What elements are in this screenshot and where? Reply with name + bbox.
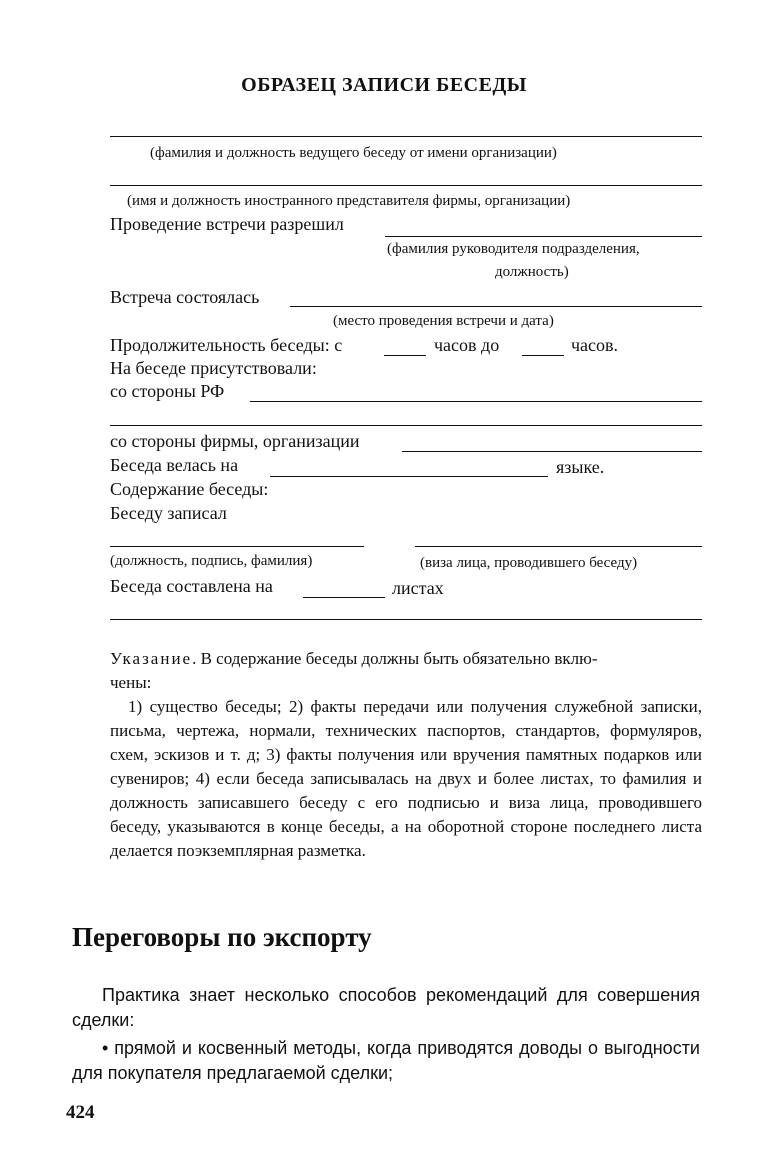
visa-underline <box>415 546 702 547</box>
sheets-label: Беседа составлена на <box>110 576 273 596</box>
note-line1: . В содержание беседы должны быть обязательно вклю- <box>192 649 598 668</box>
section-heading: Переговоры по экспорту <box>72 922 372 952</box>
took-place-label: Встреча состоялась <box>110 287 260 307</box>
rf-side-underline <box>250 401 702 402</box>
host-underline <box>110 136 702 137</box>
language-underline <box>270 476 548 477</box>
place-caption: (место проведения встречи и дата) <box>333 313 554 329</box>
foreign-underline <box>110 185 702 186</box>
rf-side-extra-underline <box>110 425 702 426</box>
sheets-blank <box>303 597 385 598</box>
signature-caption: (должность, подпись, фамилия) <box>110 553 313 569</box>
head-caption-2: должность) <box>495 264 569 280</box>
rf-side-label: со стороны РФ <box>110 381 225 401</box>
section-bullet: • прямой и косвенный методы, когда приводятся доводы о выгодности для покупателя предлагаемой сделки; <box>72 1038 700 1083</box>
content-label: Содержание беседы: <box>110 479 269 499</box>
note-first-line <box>110 649 598 669</box>
head-caption-1: (фамилия руководителя подразделения, <box>387 241 640 257</box>
recorded-label: Беседу записал <box>110 503 227 523</box>
duration-to-blank <box>522 355 564 356</box>
duration-from-blank <box>384 355 426 356</box>
present-label: На беседе присутствовали: <box>110 358 317 378</box>
note-body: 1) существо беседы; 2) факты передачи или получения служебной записки, письма, чертежа, нормали, технических паспортов, стандартов, формуляров, схем, эскизов и т. д; 3) факты получения или вручения памятных подарков или сувениров; 4) если беседа записывалась на двух и более листах, то фамилия и должность записавшего беседу с его подписью и виза лица, проводившего беседу, указываются в конце беседы, а на оборотной стороне последнего листа делается поэкземплярная разметка. <box>110 697 702 860</box>
sheets-suffix: листах <box>392 578 444 598</box>
language-suffix: языке. <box>556 457 605 477</box>
hours-to-label: часов до <box>434 335 500 355</box>
took-place-underline <box>290 306 702 307</box>
host-caption: (фамилия и должность ведущего беседу от имени организации) <box>150 145 557 161</box>
form-end-underline <box>110 619 702 620</box>
note-line2: чены: <box>110 673 152 692</box>
signature-underline <box>110 546 364 547</box>
duration-label: Продолжительность беседы: с <box>110 335 343 355</box>
permitted-label: Проведение встречи разрешил <box>110 214 344 234</box>
foreign-caption: (имя и должность иностранного представителя фирмы, организации) <box>127 193 571 209</box>
firm-side-label: со стороны фирмы, организации <box>110 431 360 451</box>
note-heading: Указание <box>110 649 193 668</box>
language-label: Беседа велась на <box>110 455 239 475</box>
page-number: 424 <box>66 1102 95 1123</box>
section-intro: Практика знает несколько способов рекомендаций для совершения сделки: <box>72 985 700 1030</box>
hours-end-label: часов. <box>571 335 619 355</box>
permitted-underline <box>385 236 702 237</box>
firm-side-underline <box>402 451 702 452</box>
visa-caption: (виза лица, проводившего беседу) <box>420 555 638 571</box>
form-title: ОБРАЗЕЦ ЗАПИСИ БЕСЕДЫ <box>241 74 527 96</box>
